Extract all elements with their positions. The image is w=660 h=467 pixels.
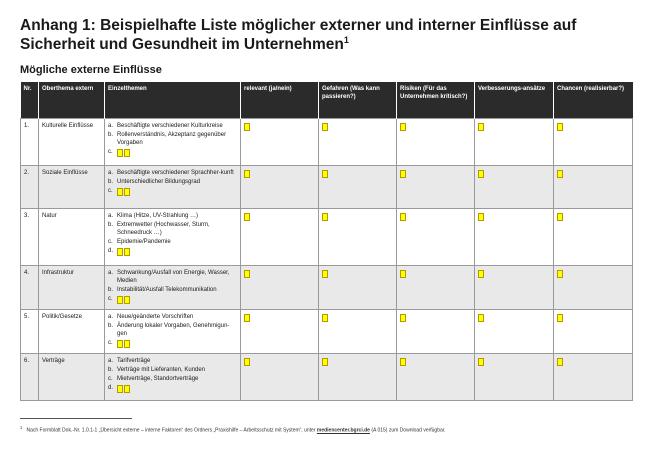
item-text: Verträge mit Lieferanten, Kunden [117, 367, 206, 373]
item-letter: a. [108, 358, 114, 364]
list-item [108, 367, 237, 375]
row-topic: Verträge [39, 354, 105, 401]
row-number: 4. [21, 266, 39, 310]
row-subtopics [105, 310, 241, 354]
field-marker-icon [400, 123, 406, 131]
header-nr: Nr. [21, 82, 39, 119]
item-letter: b. [108, 132, 114, 138]
field-marker-icon [400, 358, 406, 366]
row-number: 1. [21, 119, 39, 166]
improvements-field[interactable] [475, 354, 554, 401]
row-number: 2. [21, 166, 39, 209]
item-letter: a. [108, 314, 114, 320]
item-letter: c. [108, 148, 113, 155]
list-item [108, 222, 237, 237]
item-text: Beschäftigte verschiedener Kulturkreise [117, 123, 223, 129]
hazards-field[interactable] [319, 209, 397, 266]
item-letter: c. [108, 238, 113, 245]
header-risks: Risiken (Für das Unternehmen kritisch?) [397, 82, 475, 119]
item-text: Änderung lokaler Vorgaben, Genehmigun-gen [117, 323, 230, 337]
list-item [108, 149, 237, 157]
list-item [108, 314, 237, 322]
page-title [20, 16, 650, 54]
field-marker-icon [400, 270, 406, 278]
field-marker-icon [557, 170, 563, 178]
list-item [108, 323, 237, 338]
field-marker-icon [400, 213, 406, 221]
field-marker-icon [244, 213, 250, 221]
opportunities-field[interactable] [554, 354, 633, 401]
field-marker-icon [478, 358, 484, 366]
row-topic: Natur [39, 209, 105, 266]
subtopic-list [108, 213, 237, 256]
field-marker-icon [478, 213, 484, 221]
item-letter: b. [108, 179, 114, 185]
field-marker-icon [478, 170, 484, 178]
subtopic-list [108, 314, 237, 348]
opportunities-field[interactable] [554, 209, 633, 266]
item-text: Extremwetter (Hochwasser, Sturm, Schneedruck …) [117, 222, 210, 236]
list-item [108, 340, 237, 348]
hazards-field[interactable] [319, 119, 397, 166]
list-item [108, 296, 237, 304]
fill-in-field[interactable] [117, 296, 130, 304]
field-marker-icon [557, 270, 563, 278]
field-marker-icon [117, 188, 123, 196]
item-letter: b. [108, 323, 114, 329]
field-marker-icon [400, 170, 406, 178]
item-letter: b. [108, 222, 114, 228]
header-improvements: Verbesserungs-ansätze [475, 82, 554, 119]
item-text: Schwankung/Ausfall von Energie, Wasser, Medien [117, 270, 230, 284]
opportunities-field[interactable] [554, 166, 633, 209]
field-marker-icon [322, 170, 328, 178]
field-marker-icon [322, 213, 328, 221]
list-item [108, 239, 237, 247]
page-title-text: Anhang 1: Beispielhafte Liste möglicher externer und interner Einflüsse auf Sicherheit und Gesundheit im Unternehmen [20, 17, 577, 53]
hazards-field[interactable] [319, 166, 397, 209]
item-text: Instabilität/Ausfall Telekommunikation [117, 286, 217, 293]
item-letter: a. [108, 170, 114, 176]
relevant-field[interactable] [241, 209, 319, 266]
list-item [108, 270, 237, 285]
table-row [21, 209, 633, 266]
table-row [21, 119, 633, 166]
header-subtopics: Einzelthemen [105, 82, 241, 119]
opportunities-field[interactable] [554, 119, 633, 166]
header-relevant: relevant (ja/nein) [241, 82, 319, 119]
field-marker-icon [244, 358, 250, 366]
field-marker-icon [322, 314, 328, 322]
field-marker-icon [124, 248, 130, 256]
relevant-field[interactable] [241, 310, 319, 354]
influences-table [20, 82, 633, 401]
field-marker-icon [478, 270, 484, 278]
list-item [108, 132, 237, 147]
field-marker-icon [322, 358, 328, 366]
risks-field[interactable] [397, 310, 475, 354]
list-item [108, 385, 237, 393]
row-topic: Politik/Gesetze [39, 310, 105, 354]
field-marker-icon [124, 296, 130, 304]
field-marker-icon [124, 340, 130, 348]
table-row [21, 266, 633, 310]
footnote [20, 424, 640, 435]
item-text: Epidemie/Pandemie [117, 238, 171, 245]
item-letter: c. [108, 295, 113, 302]
fill-in-field[interactable] [117, 340, 130, 348]
field-marker-icon [117, 385, 123, 393]
opportunities-field[interactable] [554, 266, 633, 310]
row-topic: Infrastruktur [39, 266, 105, 310]
relevant-field[interactable] [241, 119, 319, 166]
footnote-link[interactable]: mediencenter.bgrci.de [316, 427, 370, 434]
fill-in-field[interactable] [117, 149, 130, 157]
list-item [108, 248, 237, 256]
field-marker-icon [244, 314, 250, 322]
relevant-field[interactable] [241, 166, 319, 209]
table-row [21, 310, 633, 354]
field-marker-icon [124, 385, 130, 393]
subtopic-list [108, 170, 237, 196]
table-row [21, 354, 633, 401]
footnote-divider [20, 418, 132, 419]
item-text: Beschäftigte verschiedener Sprachher-kunft [117, 170, 234, 176]
field-marker-icon [244, 270, 250, 278]
row-number: 3. [21, 209, 39, 266]
field-marker-icon [244, 123, 250, 131]
opportunities-field[interactable] [554, 310, 633, 354]
row-subtopics [105, 354, 241, 401]
item-letter: d. [108, 247, 114, 254]
risks-field[interactable] [397, 266, 475, 310]
fill-in-field[interactable] [117, 248, 130, 256]
field-marker-icon [117, 149, 123, 157]
field-marker-icon [400, 314, 406, 322]
item-letter: c. [108, 376, 113, 382]
item-text: Mietverträge, Standortverträge [117, 376, 199, 382]
field-marker-icon [117, 248, 123, 256]
row-number: 5. [21, 310, 39, 354]
row-topic: Kulturelle Einflüsse [39, 119, 105, 166]
footnote-text: Nach Formblatt Dok.-Nr. 1.0.1-1 „Übersicht externe – interne Faktoren“ des Ordners „Praxishilfe – Arbeitsschutz mit System“, unter [26, 427, 316, 434]
header-hazards: Gefahren (Was kann passieren?) [319, 82, 397, 119]
risks-field[interactable] [397, 119, 475, 166]
footnote-text-after: (A 015) zum Download verfügbar. [371, 427, 446, 434]
list-item [108, 179, 237, 187]
row-subtopics [105, 119, 241, 166]
improvements-field[interactable] [475, 166, 554, 209]
field-marker-icon [557, 123, 563, 131]
subtopic-list [108, 358, 237, 393]
table-header-row [21, 82, 633, 119]
row-number: 6. [21, 354, 39, 401]
item-text: Neue/geänderte Vorschriften [117, 314, 194, 320]
title-footnote-mark: 1 [343, 34, 349, 45]
list-item [108, 170, 237, 178]
relevant-field[interactable] [241, 354, 319, 401]
field-marker-icon [557, 314, 563, 322]
item-letter: a. [108, 213, 114, 219]
row-subtopics [105, 266, 241, 310]
list-item [108, 287, 237, 295]
item-letter: c. [108, 188, 113, 194]
field-marker-icon [117, 340, 123, 348]
risks-field[interactable] [397, 354, 475, 401]
field-marker-icon [117, 296, 123, 304]
field-marker-icon [124, 188, 130, 196]
item-letter: b. [108, 367, 114, 373]
item-letter: a. [108, 270, 114, 276]
list-item [108, 188, 237, 196]
subtopic-list [108, 270, 237, 304]
improvements-field[interactable] [475, 119, 554, 166]
hazards-field[interactable] [319, 266, 397, 310]
field-marker-icon [557, 213, 563, 221]
item-letter: d. [108, 385, 114, 391]
item-text: Klima (Hitze, UV-Strahlung …) [117, 213, 199, 219]
item-text: Rollenverständnis, Akzeptanz gegenüber Vorgaben [117, 132, 227, 146]
field-marker-icon [244, 170, 250, 178]
section-subtitle: Mögliche externe Einflüsse [20, 64, 162, 76]
relevant-field[interactable] [241, 266, 319, 310]
hazards-field[interactable] [319, 310, 397, 354]
header-opportunities: Chancen (realisierbar?) [554, 82, 633, 119]
field-marker-icon [557, 358, 563, 366]
item-letter: a. [108, 123, 114, 129]
field-marker-icon [322, 270, 328, 278]
item-text: Tarifverträge [117, 358, 151, 364]
risks-field[interactable] [397, 209, 475, 266]
row-subtopics [105, 209, 241, 266]
risks-field[interactable] [397, 166, 475, 209]
footnote-mark: 1 [20, 425, 23, 430]
subtopic-list [108, 123, 237, 157]
list-item [108, 376, 237, 384]
field-marker-icon [478, 314, 484, 322]
table-row [21, 166, 633, 209]
fill-in-field[interactable] [117, 385, 130, 393]
field-marker-icon [124, 149, 130, 157]
hazards-field[interactable] [319, 354, 397, 401]
row-topic: Soziale Einflüsse [39, 166, 105, 209]
item-letter: b. [108, 286, 114, 293]
field-marker-icon [478, 123, 484, 131]
improvements-field[interactable] [475, 209, 554, 266]
improvements-field[interactable] [475, 266, 554, 310]
field-marker-icon [322, 123, 328, 131]
list-item [108, 213, 237, 221]
row-subtopics [105, 166, 241, 209]
list-item [108, 358, 237, 366]
list-item [108, 123, 237, 131]
header-topic: Oberthema extern [39, 82, 105, 119]
improvements-field[interactable] [475, 310, 554, 354]
item-letter: c. [108, 339, 113, 346]
item-text: Unterschiedlicher Bildungsgrad [117, 179, 201, 185]
fill-in-field[interactable] [117, 188, 130, 196]
